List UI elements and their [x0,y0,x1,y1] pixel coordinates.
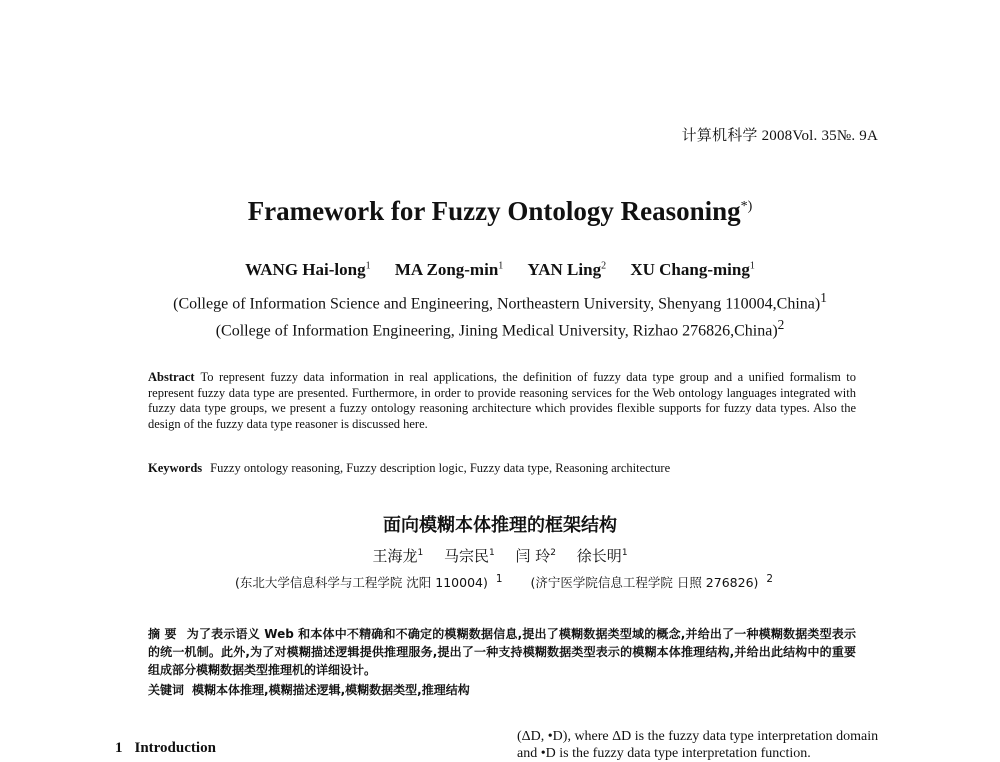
abstract-text: To represent fuzzy data information in real applications, the definition of fuzzy data type group and a unified formalism to represent fuzzy data type are presented. Furthermore, in order to provide reasoning services for the Web ontology languages integrated with fuzzy data type groups, we present a fuzzy ontology reasoning architecture which provides flexible supports for fuzzy data types. Also the design of the fuzzy data type reasoner is discussed here. [148,370,856,431]
keywords-text: Fuzzy ontology reasoning, Fuzzy description logic, Fuzzy data type, Reasoning architecture [210,461,671,475]
cn-keywords-text: 模糊本体推理,模糊描述逻辑,模糊数据类型,推理结构 [192,683,470,697]
author-list [0,260,1000,280]
cn-abstract-text: 为了表示语义 Web 和本体中不精确和不确定的模糊数据信息,提出了模糊数据类型域的概念,并给出了一种模糊数据类型表示的统一机制。此外,为了对模糊描述逻辑提供推理服务,提出了一种支持模糊数据类型表示的模糊本体推理结构,并给出此结构中的重要组成部分模糊数据类型推理机的详细设计。 [148,627,856,677]
cn-abstract-label: 摘 要 [148,627,177,641]
cn-abstract [148,625,856,679]
section-number: 1 [115,740,123,756]
cn-author-list [0,545,1000,566]
keywords [148,461,856,476]
cn-author: 马宗民$^1$ [443,547,495,565]
journal-header: 计算机科学 2008Vol. 35№. 9A [681,128,878,144]
abstract-label: Abstract [148,370,195,384]
title-text: Framework for Fuzzy Ontology Reasoning [247,196,741,226]
cn-affiliation-2: (济宁医学院信息工程学院 日照 276826) $^2$ [530,573,774,591]
cn-author: 徐长明$^1$ [576,547,628,565]
cn-author: 王海龙$^1$ [372,547,424,565]
cn-keywords [148,681,856,698]
cn-affiliation-1: (东北大学信息科学与工程学院 沈阳 110004) $^1$ [234,573,503,591]
cn-affiliations [0,573,1000,591]
author: YAN Ling$^2$ [527,260,607,279]
abstract [148,370,856,432]
title-footnote-mark: *) [740,199,753,214]
author: MA Zong-$\min^1$ [394,260,504,279]
affiliation-2: (College of Information Engineering, Jining Medical University, Rizhao 276826,China)$^2$ [215,317,785,340]
affiliation-1: (College of Information Science and Engineering, Northeastern University, Shenyang 110004,China)$^1$ [173,290,827,313]
body-text-right-column: (ΔD, •D), where ΔD is the fuzzy data type interpretation domain and •D is the fuzzy data type interpretation function. [517,729,879,761]
cn-keywords-label: 关键词 [148,683,185,697]
author: XU Chang-ming$^1$ [630,260,755,279]
section-title: Introduction [134,740,216,756]
keywords-label: Keywords [148,461,203,475]
paper-title [0,196,1000,227]
cn-title: 面向模糊本体推理的框架结构 [383,515,617,536]
cn-author: 闫 玲$^2$ [515,547,557,565]
section-heading [115,740,216,757]
author: WANG Hai-long$^1$ [245,260,371,279]
